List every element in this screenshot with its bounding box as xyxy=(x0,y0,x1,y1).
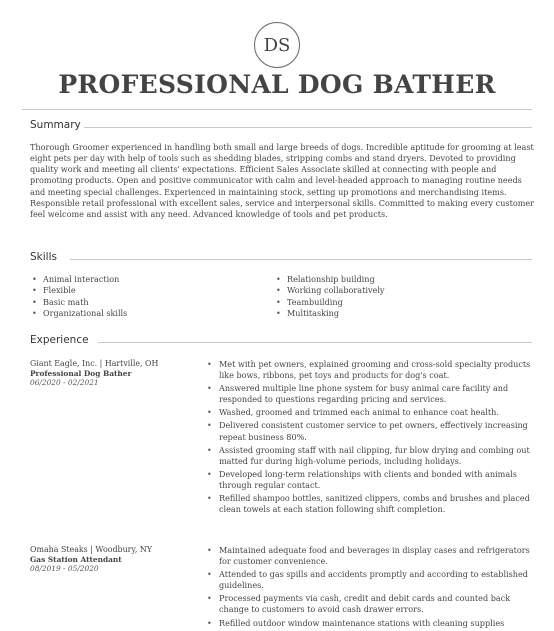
resume-name: PROFESSIONAL DOG BATHER xyxy=(58,70,496,99)
duty-item: • Maintained adequate food and beverages in display cases and refrigerators for customer convenience. xyxy=(204,545,538,567)
summary-heading: Summary xyxy=(30,119,81,131)
skill-item: • Working collaboratively xyxy=(274,285,385,296)
monogram-initials: DS xyxy=(263,34,291,56)
job-1-duties xyxy=(204,359,538,517)
job-2-info xyxy=(30,545,190,574)
duty-item: • Delivered consistent customer service to pet owners, effectively increasing repeat business 80%. xyxy=(204,420,538,442)
job-title: Gas Station Attendant xyxy=(30,554,122,564)
summary-divider xyxy=(84,127,532,128)
skills-divider xyxy=(70,259,532,260)
duty-item: • Refilled outdoor window maintenance stations with cleaning supplies xyxy=(204,618,538,629)
skills-list-left xyxy=(30,274,127,319)
duty-item: • Processed payments via cash, credit and debit cards and counted back change to customers to avoid cash drawer errors. xyxy=(204,593,538,615)
job-dates: 06/2020 - 02/2021 xyxy=(30,378,99,388)
job-dates: 08/2019 - 05/2020 xyxy=(30,564,99,574)
duty-item: • Refilled shampoo bottles, sanitized clippers, combs and brushes and placed clean towels at each station following shift completion. xyxy=(204,493,538,515)
skill-item: • Flexible xyxy=(30,285,127,296)
header-divider xyxy=(22,109,532,110)
skills-heading: Skills xyxy=(30,251,57,263)
experience-divider xyxy=(98,342,532,343)
skill-item: • Multitasking xyxy=(274,308,385,319)
skill-item: • Relationship building xyxy=(274,274,385,285)
summary-text: Thorough Groomer experienced in handling both small and large breeds of dogs. Incredible aptitude for grooming at least eight pets per day with help of tools such as shedding blades, stripping combs and stand dryers. Devoted to providing quality work and meeting all clients' expectations. Efficient Sales Associate skilled at connecting with people and promoting products. Open and positive communicator with calm and level-headed approach to managing routine needs and meeting special challenges. Experienced in maintaining stock, setting up promotions and merchandising items. Responsible retail professional with excellent sales, service and interpersonal skills. Committed to making every customer feel welcome and assist with any need. Advanced knowledge of tools and pet products. xyxy=(30,142,535,219)
job-company: Giant Eagle, Inc. | Hartville, OH xyxy=(30,359,159,368)
duty-item: • Answered multiple line phone system for busy animal care facility and responded to questions regarding pricing and services. xyxy=(204,383,538,405)
skill-item: • Teambuilding xyxy=(274,297,385,308)
job-title: Professional Dog Bather xyxy=(30,368,132,378)
skill-item: • Animal interaction xyxy=(30,274,127,285)
duty-item: • Developed long-term relationships with clients and bonded with animals through regular contact. xyxy=(204,469,538,491)
duty-item: • Washed, groomed and trimmed each animal to enhance coat health. xyxy=(204,407,538,418)
duty-item: • Attended to gas spills and accidents promptly and according to established guidelines. xyxy=(204,569,538,591)
job-2-duties xyxy=(204,545,538,631)
skills-list-right xyxy=(274,274,385,319)
job-company: Omaha Steaks | Woodbury, NY xyxy=(30,545,152,554)
monogram-badge xyxy=(254,22,300,68)
skill-item: • Organizational skills xyxy=(30,308,127,319)
job-1-info xyxy=(30,359,190,388)
duty-item: • Met with pet owners, explained grooming and cross-sold specialty products like bows, ribbons, pet toys and products for dog's coat. xyxy=(204,359,538,381)
experience-heading: Experience xyxy=(30,334,89,346)
duty-item: • Assisted grooming staff with nail clipping, fur blow drying and combing out matted fur during high-volume periods, including holidays. xyxy=(204,445,538,467)
skill-item: • Basic math xyxy=(30,297,127,308)
